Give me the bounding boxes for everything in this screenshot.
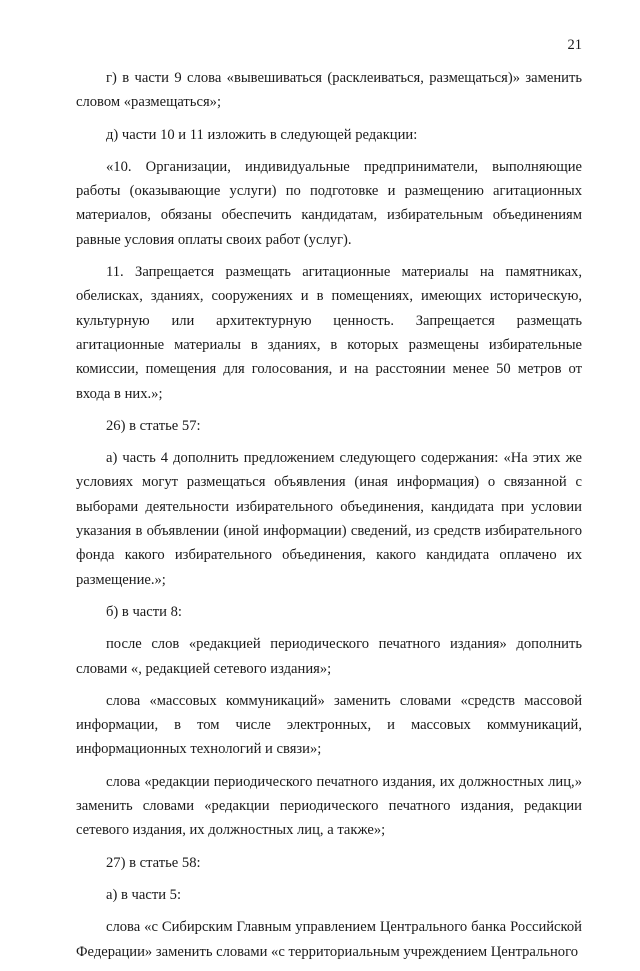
paragraph: 11. Запрещается размещать агитационные материалы на памятниках, обелисках, зданиях, сооружениях и в помещениях, имеющих историческую, культурную или архитектурную ценность. Запрещается размещать агитационные материалы в зданиях, в которых размещены избирательные комиссии, помещения для голосования, и на расстоянии менее 50 метров от входа в них.»; xyxy=(76,264,582,402)
page-number: 21 xyxy=(567,37,582,53)
document-body xyxy=(76,66,582,971)
paragraph: «10. Организации, индивидуальные предприниматели, выполняющие работы (оказывающие услуги) по подготовке и размещению агитационных материалов, обязаны обеспечить кандидатам, избирательным объединениям равные условия оплаты своих работ (услуг). xyxy=(76,158,582,248)
paragraph: после слов «редакцией периодического печатного издания» дополнить словами «, редакцией сетевого издания»; xyxy=(76,636,582,677)
paragraph: б) в части 8: xyxy=(106,603,182,620)
paragraph: слова «редакции периодического печатного издания, их должностных лиц,» заменить словами «редакции периодического печатного издания, редакции сетевого издания, их должностных лиц, а также»; xyxy=(76,773,582,839)
paragraph: а) в части 5: xyxy=(106,886,182,903)
paragraph: 27) в статье 58: xyxy=(106,854,201,871)
paragraph: слова «с Сибирским Главным управлением Центрального банка Российской Федерации» заменить словами «с территориальным учреждением Центрального xyxy=(76,919,582,960)
paragraph: г) в части 9 слова «вывешиваться (расклеиваться, размещаться)» заменить словом «размещаться»; xyxy=(76,70,582,111)
paragraph: а) часть 4 дополнить предложением следующего содержания: «На этих же условиях могут размещаться объявления (иная информация) о связанной с выборами деятельности избирательного объединения, кандидата при условии указания в объявлении (иной информации) сведений, из средств избирательного фонда какого избирательного объединения, какого кандидата оплачено их размещение.»; xyxy=(76,450,582,588)
paragraph: 26) в статье 57: xyxy=(106,417,201,434)
paragraph: слова «массовых коммуникаций» заменить словами «средств массовой информации, в том числе электронных, и массовых коммуникаций, информационных технологий и связи»; xyxy=(76,692,582,758)
paragraph: д) части 10 и 11 изложить в следующей редакции: xyxy=(106,126,418,143)
